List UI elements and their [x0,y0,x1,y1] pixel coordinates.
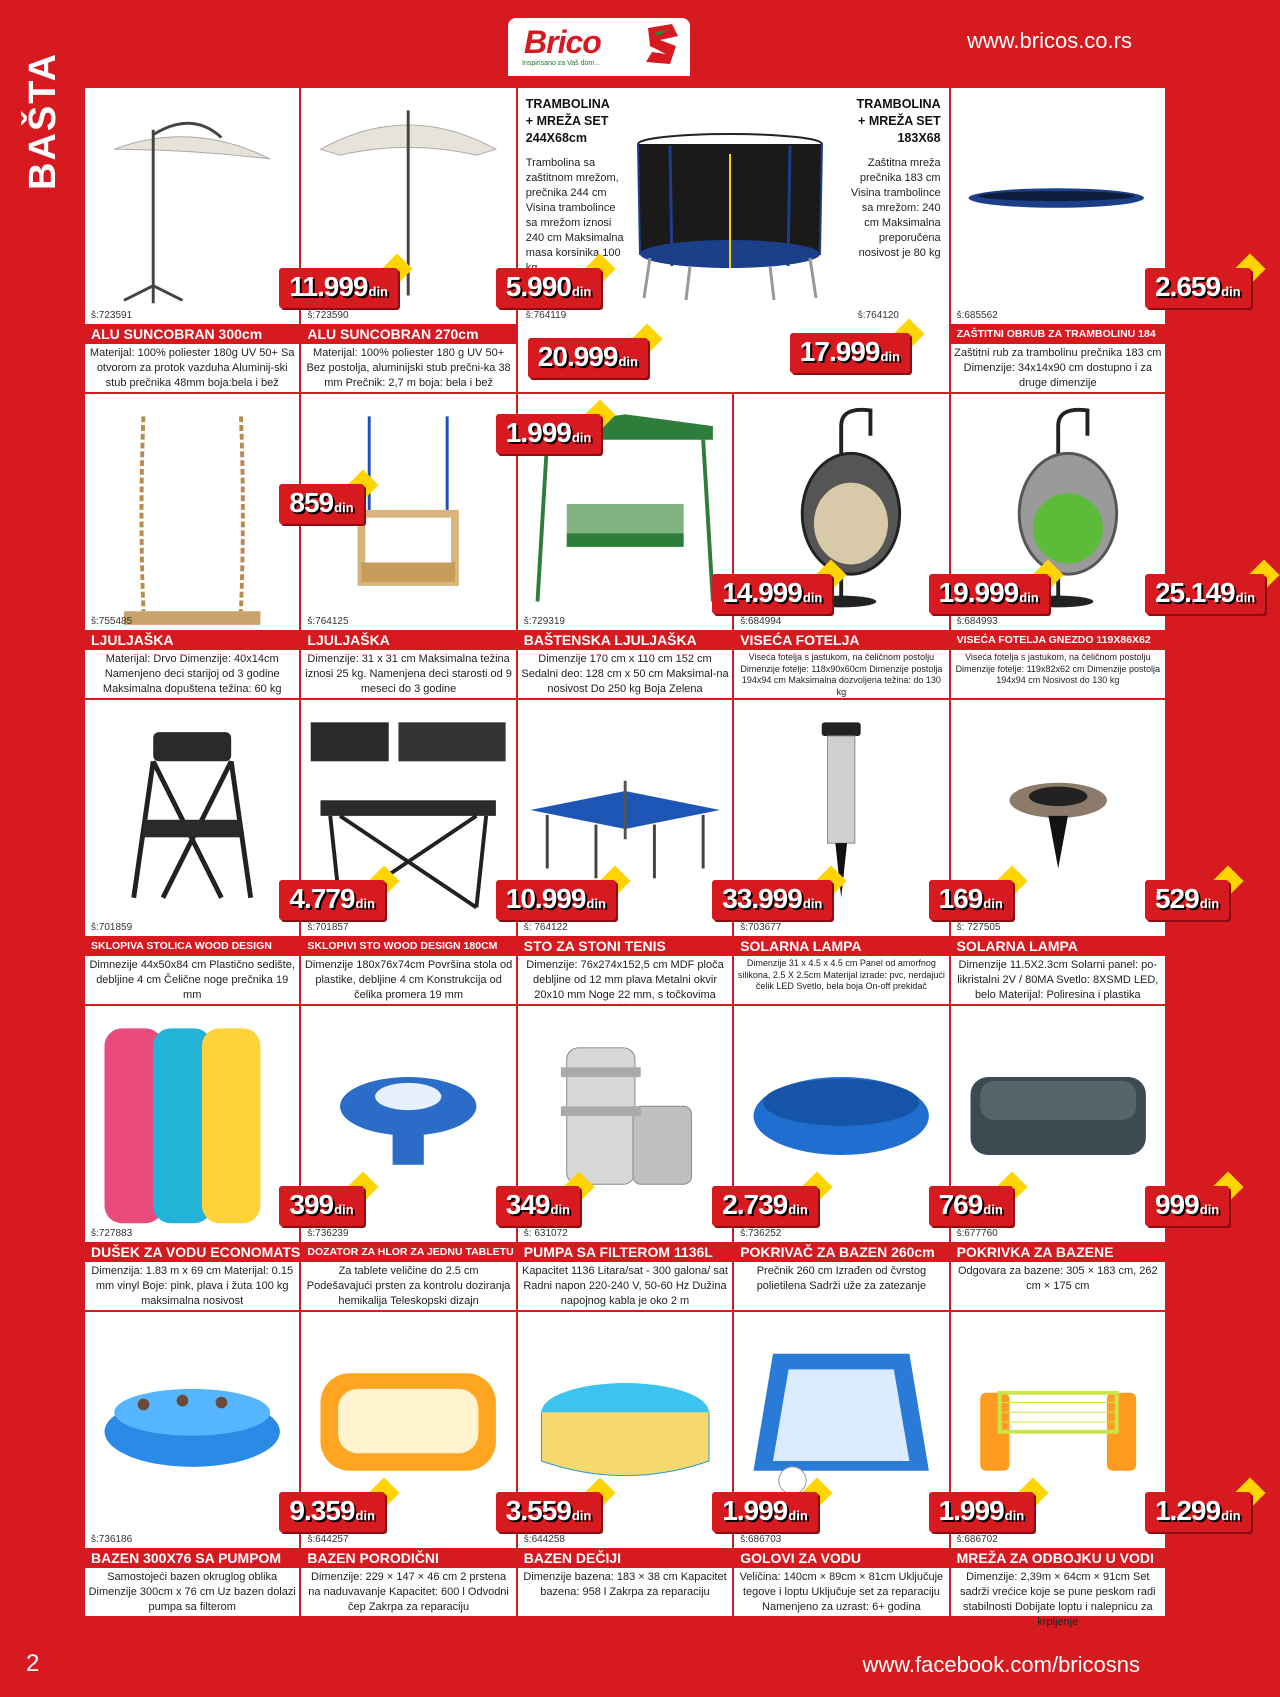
website-url[interactable]: www.bricos.co.rs [966,28,1132,53]
product-code: š:684993 [956,616,998,627]
product-name: BAŠTENSKA LJULJAŠKA [518,630,732,650]
price-value: 33.999 [722,883,802,914]
price-value: 4.779 [289,883,355,914]
price-value: 14.999 [722,577,802,608]
page-number: 2 [26,1650,40,1677]
product-description: Dimenzije 11.5X2.3cm Solarni panel: po-likristalni 2V / 80MA Svetlo: 8XSMD LED, belo Materijal: Poliresina i plastika [957,959,1159,1001]
price-value: 10.999 [505,883,586,914]
price-value: 1.999 [505,417,571,448]
currency-label: din [1221,1508,1241,1523]
product-card[interactable] [951,88,1241,394]
currency-label: din [586,896,606,911]
price-value: 399 [289,1189,334,1220]
price-value: 2.659 [1154,271,1221,302]
price-value: 3.559 [505,1495,571,1526]
product-code: š:644258 [523,1534,565,1545]
product-code: š:729319 [523,616,565,627]
price-value: 529 [1154,883,1199,914]
currency-label: din [788,1202,808,1217]
product-description: Veličina: 140cm × 89cm × 81cm Uključuje tegove i loptu Uključuje set za reparaciju Namenjeno za uzrast: 6+ godina [739,1571,944,1613]
product-name: LJULJAŠKA [301,630,515,650]
price-value: 1.999 [722,1495,788,1526]
price-value: 1.999 [938,1495,1004,1526]
currency-label: din [550,1202,570,1217]
currency-label: din [1221,284,1241,299]
product-description: Dimenzija: 1.83 m x 69 cm Materijal: 0.15 mm vinyl Boje: pink, plava i žuta 100 kg maksimalna nosivost [91,1265,294,1307]
product-description: Viseća fotelja s jastukom, na čeličnom postolju Dimenzije fotelje: 118x90x60cm Dimenzije postolja 194x94 cm Maksimalna dozvoljena težina: do 130 kg [740,652,943,697]
currency-label: din [983,896,1003,911]
trampoline-right-desc: Zaštitna mreža prečnika 183 cm Visina trambolince sa mrežom: 240 cm Maksimalna preporučena nosivost je 80 kg [850,157,941,259]
section-title: BAŠTA [22,51,64,190]
currency-label: din [1235,590,1256,605]
currency-label: din [571,430,592,445]
product-code: š: 631072 [523,1228,568,1239]
currency-label: din [802,896,823,911]
product-code: š:723591 [91,310,133,321]
currency-label: din [1199,896,1220,911]
trampoline-right-code: š:764120 [857,310,899,321]
currency-label: din [802,590,823,605]
cantilever-umbrella-icon [85,88,299,310]
product-name: LJULJAŠKA [85,630,299,650]
price-value: 999 [1154,1189,1199,1220]
product-name: ALU SUNCOBRAN 270cm [301,324,515,344]
product-description: Samostojeći bazen okruglog oblika Dimenzije 300cm x 76 cm Uz bazen dolazi pumpa sa filterom [88,1571,296,1613]
price-value: 5.990 [505,271,571,302]
price-value: 25.149 [1154,577,1235,608]
currency-label: din [788,1508,808,1523]
product-description: Dimnezije 44x50x84 cm Plastično sedište, debljine 4 cm Čelične noge prečnika 19 mm [89,959,295,1001]
product-name: PUMPA SA FILTEROM 1136L [518,1242,732,1262]
product-name: SOLARNA LAMPA [951,936,1165,956]
product-code: š:685562 [956,310,998,321]
currency-label: din [355,1508,375,1523]
currency-label: din [334,1202,354,1217]
inflatable-pool-icon [85,1312,299,1534]
product-description: Kapacitet 1136 Litara/sat - 300 galona/ sat Radni napon 220-240 V, 50-60 Hz Dužina napojnog kabla je oko 2 m [522,1265,728,1307]
facebook-url[interactable]: www.facebook.com/bricosns [862,1652,1140,1677]
currency-label: din [1019,590,1039,605]
product-description: Za tablete veličine do 2.5 cm Podešavajući prsten za kontrolu doziranja hemikalija Teleskopski dizajn [306,1265,511,1307]
trampoline-left-code: š:764119 [525,310,567,321]
product-name: BAZEN DEČIJI [518,1548,732,1568]
price-value: 169 [938,883,983,914]
product-code: š:723590 [307,310,349,321]
product-card[interactable] [951,1312,1241,1628]
trampoline-left-desc: Trambolina sa zaštitnom mrežom, prečnika 244 cm Visina trambolince sa mrežom iznosi 240 cm Maksimalna masa korsinika 100 [525,157,624,259]
product-code: š:755485 [91,616,133,627]
product-name: BAZEN PORODIČNI [301,1548,515,1568]
product-code: š:677760 [956,1228,998,1239]
product-code: š:684994 [740,616,782,627]
product-description: Viseća fotelja s jastukom, na čeličnom postolju Dimenzije fotelje: 119x82x62 cm Dimenzije postolja 194x94 cm Nosivost do 130 kg [955,652,1160,685]
product-code: š:644257 [307,1534,349,1545]
product-description: Materijal: 100% poliester 180 g UV 50+ Bez postolja, aluminijski stub prečni-ka 38 mm Prečnik: 2,7 m boja: bela i bež [306,347,511,389]
folding-chair-icon [85,700,299,922]
logo-s-mark-icon [642,22,684,68]
product-description: Dimenzije bazena: 183 × 38 cm Kapacitet bazena: 958 l Zakrpa za reparaciju [523,1571,727,1598]
product-code: š:727883 [91,1228,133,1239]
product-description: Dimenzije 180x76x74cm Površina stola od plastike, debljine 4 cm Konstrukcija od čelika promera 19 mm [304,959,513,1001]
trampoline-right-title: TRAMBOLINA + MREŽA SET 183X68 [856,97,941,145]
product-description: Dimenzije 170 cm x 110 cm 152 cm Sedalni deo: 128 cm x 50 cm Maksimal-na nosivost Do 250 kg Boja Zelena [521,653,729,695]
product-card[interactable] [951,700,1220,1006]
product-description: Dimenzije: 31 x 31 cm Maksimalna težina iznosi 25 kg. Namenjena deci starosti od 9 meseci do 3 godine [305,653,512,695]
price-value: 9.359 [289,1495,355,1526]
product-name: ZAŠTITNI OBRUB ZA TRAMBOLINU 184 [951,324,1165,344]
product-description: Materijal: Drvo Dimenzije: 40x14cm Namenjeno deci starijoj od 3 godine Maksimalna dopuštena težina: 60 kg [102,653,282,695]
product-code: š:686702 [956,1534,998,1545]
product-description: Materijal: 100% poliester 180g UV 50+ Sa otvorom za protok vazduha Aluminij-ski stub prečnika 48mm boja:bela i bež [89,347,295,389]
product-card[interactable] [951,1006,1220,1312]
currency-label: din [355,896,375,911]
product-name: SKLOPIVI STO WOOD DESIGN 180CM [301,936,515,956]
product-description: Dimenzije: 229 × 147 × 46 cm 2 prstena na naduvavanje Kapacitet: 600 l Odvodni čep Zakrpa za reparaciju [308,1571,509,1613]
product-name: POKRIVKA ZA BAZENE [951,1242,1165,1262]
product-code: š:736186 [91,1534,133,1545]
price-value: 859 [289,487,334,518]
product-code: š:764125 [307,616,349,627]
product-code: š:703677 [740,922,782,933]
product-name: POKRIVAČ ZA BAZEN 260cm [734,1242,948,1262]
price-value: 11.999 [289,271,368,302]
product-code: š:736239 [307,1228,349,1239]
product-name: STO ZA STONI TENIS [518,936,732,956]
currency-label: din [1004,1508,1025,1523]
product-sheet [85,88,1256,1628]
price-value: 349 [505,1189,550,1220]
product-description: Odgovara za bazene: 305 × 183 cm, 262 cm × 175 cm [957,1265,1158,1292]
currency-label: din [368,284,388,299]
brico-logo[interactable] [508,18,690,76]
trampoline-with-net-icon [630,126,830,301]
product-code: š:686703 [740,1534,782,1545]
air-mattress-icon [85,1006,299,1228]
currency-label: din [571,284,592,299]
product-description: Dimenzije 31 x 4.5 x 4.5 cm Panel od amorfnog silikona, 2.5 X 2.5cm Materijal izrade: pvc, nerdajući čelik LED Svetlo, bela boja On-off prekidač [737,958,945,991]
product-name: BAZEN 300X76 SA PUMPOM [85,1548,299,1568]
trampoline-left-title: TRAMBOLINA + MREŽA SET 244X68cm [525,97,610,145]
product-code: š: 727505 [956,922,1001,933]
product-name: DUŠEK ZA VODU ECONOMATS [85,1242,299,1262]
product-code: š: 764122 [523,922,568,933]
product-description: Zaštitni rub za trambolinu prečnika 183 cm Dimenzije: 34x14x90 cm dostupno i za druge dimenzije [954,347,1162,389]
logo-tagline: Inspirisano za Vaš dom... [522,60,601,67]
currency-label: din [571,1508,592,1523]
top-bar [0,0,1200,85]
price-value: 769 [938,1189,983,1220]
price-value: 1.299 [1154,1495,1221,1526]
product-card[interactable] [951,394,1256,700]
rope-swing-icon [85,394,299,616]
product-description: Dimenzije: 2,39m × 64cm × 91cm Set sadrži vrećice koje se pune peskom radi stabilnosti Dobijate loptu i nalepnicu za krpljenje [959,1571,1156,1628]
product-name: MREŽA ZA ODBOJKU U VODI [951,1548,1165,1568]
product-description: Dimenzije: 76x274x152,5 cm MDF ploča debljine od 12 mm plava Metalni okvir 20x10 mm Noge 22 mm, s točkovima [526,959,724,1001]
product-description: Prečnik 260 cm Izrađen od čvrstog polietilena Sadrži uže za zatezanje [756,1265,927,1292]
trampoline-set-cell[interactable]: TRAMBOLINA + MREŽA SET 244X68cm Trambolina sa zaštitnom mrežom, prečnika 244 cm Visina trambolince sa mrežom iznosi 240 cm Maksimalna masa korsinika 100 TRAMBOLINA + MREŽA SET 183X68 Zaštitna mreža prečnika 183 cm Visina trambolince sa mrežom: 240 cm Maksimalna preporučena nosivost je 80 kg š:764119 š:764120 20.999din 17.999din [518,88,951,394]
currency-label: din [1199,1202,1220,1217]
product-name: GOLOVI ZA VODU [734,1548,948,1568]
trampoline-pad-icon [951,88,1165,310]
product-name: VISEĆA FOTELJA [734,630,948,650]
product-code: š:701859 [91,922,133,933]
product-name: SOLARNA LAMPA [734,936,948,956]
price-value: 2.739 [722,1189,788,1220]
currency-label: din [983,1202,1003,1217]
price-value: 19.999 [938,577,1019,608]
currency-label: din [334,500,354,515]
logo-wordmark: Brico [524,24,601,60]
product-code: š:701857 [307,922,349,933]
product-code: š:736252 [740,1228,782,1239]
product-name: ALU SUNCOBRAN 300cm [85,324,299,344]
product-name: DOZATOR ZA HLOR ZA JEDNU TABLETU [301,1242,515,1262]
product-name: VISEĆA FOTELJA GNEZDO 119X86X62 [951,630,1165,650]
product-name: SKLOPIVA STOLICA WOOD DESIGN [85,936,299,956]
